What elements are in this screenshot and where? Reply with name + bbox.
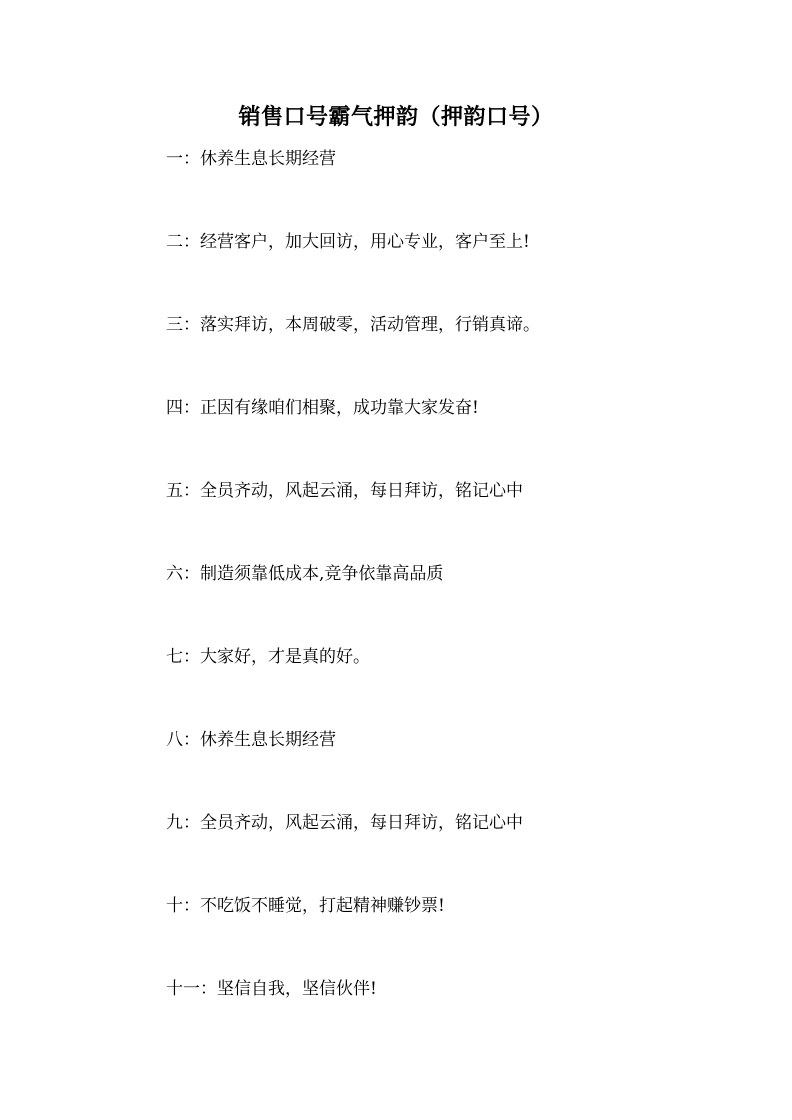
- slogan-list: [166, 146, 726, 1059]
- slogan-item: 一：休养生息长期经营: [166, 149, 336, 169]
- slogan-item: 四：正因有缘咱们相聚，成功靠大家发奋!: [166, 398, 479, 418]
- slogan-item: 十一：坚信自我，坚信伙伴!: [166, 979, 377, 999]
- slogan-item: 五：全员齐动，风起云涌，每日拜访，铭记心中: [166, 481, 523, 501]
- document-title: 销售口号霸气押韵（押韵口号）: [238, 104, 554, 130]
- slogan-item: 三：落实拜访，本周破零，活动管理，行销真谛。: [166, 315, 540, 335]
- slogan-item: 八：休养生息长期经营: [166, 730, 336, 750]
- slogan-item: 七：大家好，才是真的好。: [166, 647, 370, 667]
- slogan-item: 九：全员齐动，风起云涌，每日拜访，铭记心中: [166, 813, 523, 833]
- slogan-item: 六：制造须靠低成本,竞争依靠高品质: [166, 564, 444, 584]
- slogan-item: 十：不吃饭不睡觉，打起精神赚钞票!: [166, 896, 445, 916]
- slogan-item: 二：经营客户，加大回访，用心专业，客户至上!: [166, 232, 530, 252]
